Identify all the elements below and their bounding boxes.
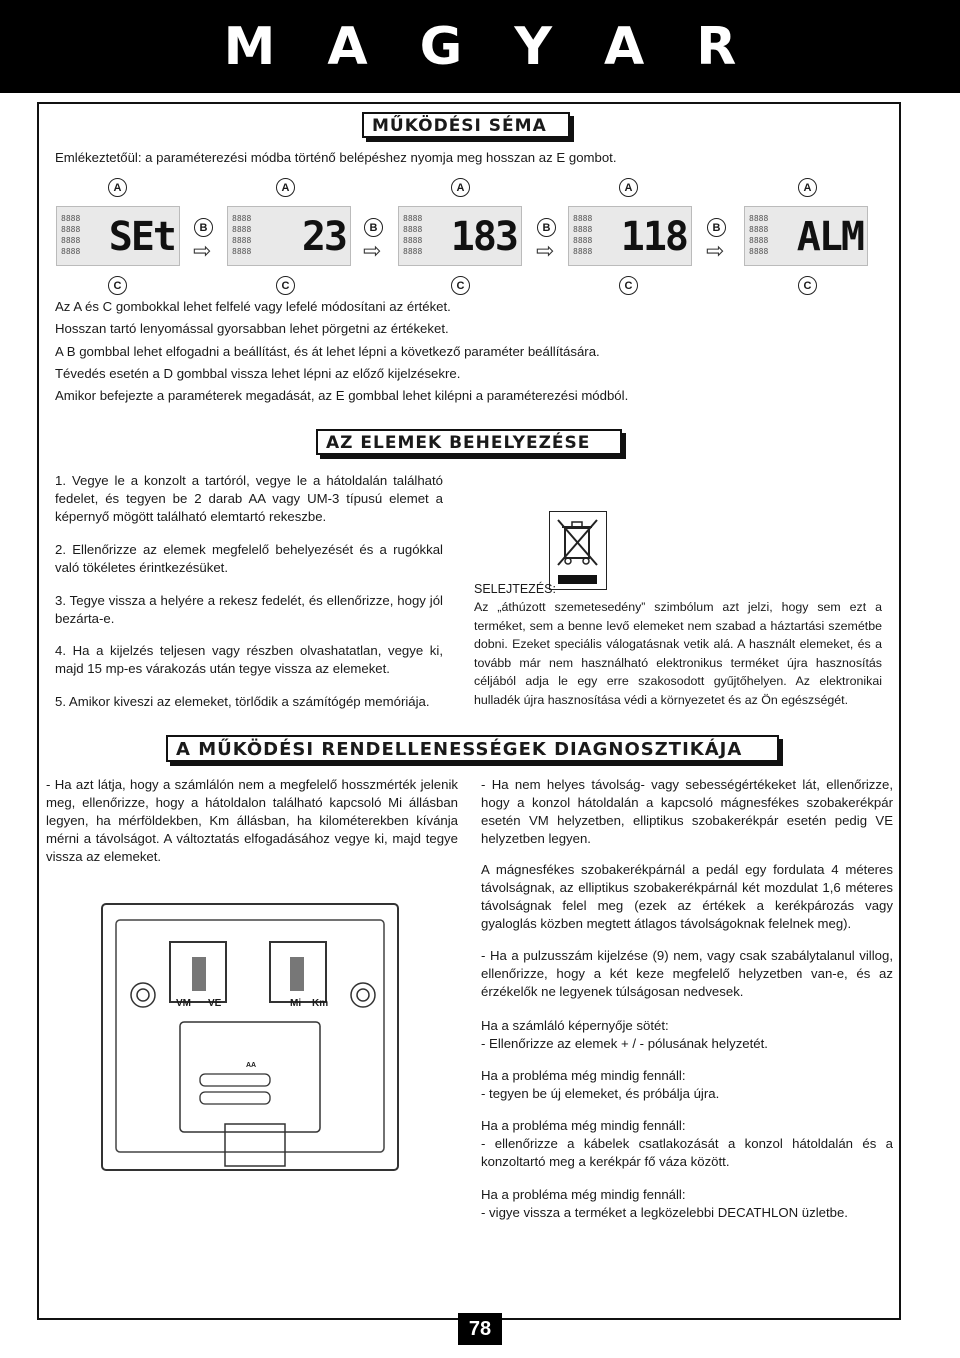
console-back-illustration: [100, 902, 400, 1172]
button-c-icon: C: [108, 276, 127, 295]
battery-step: 3. Tegye vissza a helyére a rekesz fedelét, és ellenőrizze, hogy jól bezárta-e.: [55, 593, 443, 626]
diagnostic-paragraph: - Ha a pulzusszám kijelzése (9) nem, vagy csak szabálytalanul villog, ellenőrizze, hogy a két keze megfelelő helyzetben van-e, és az érzékelők ne legyenek túlságosan nedvesek.: [481, 948, 893, 999]
disposal-text: Az „áthúzott szemetesedény” szimbólum azt jelzi, hogy sem ezt a terméket, sem a benne levő elemeket nem szabad a háztartási szemétbe dobni. Ezeket speciális válogatásnak vetik alá. A használt elemeket, és a tovább már nem használható elektronikus terméket újra hasznosítás céljából adja le egy erre szakosodott gyűjtőhelyen. Az elektronikai hulladék újra hasznosítása védi a környezetet és az Ön egészségét.: [474, 600, 882, 707]
button-b-icon: B: [707, 218, 726, 237]
button-a-icon: A: [451, 178, 470, 197]
instruction-line: Hosszan tartó lenyomással gyorsabban lehet pörgetni az értékeket.: [55, 321, 449, 336]
lcd-display: 8888 8888 8888 8888 118: [568, 206, 692, 266]
section-title-operation: MŰKÖDÉSI SÉMA: [362, 112, 570, 138]
case-condition: Ha a probléma még mindig fennáll:: [481, 1118, 686, 1133]
intro-text: Emlékeztetőül: a paraméterezési módba történő belépéshez nyomja meg hosszan az E gombot.: [55, 150, 617, 165]
battery-label: AA: [246, 1062, 257, 1069]
arrow-right-icon: ⇨: [706, 238, 725, 263]
button-a-icon: A: [276, 178, 295, 197]
button-b-icon: B: [194, 218, 213, 237]
battery-step: 5. Amikor kiveszi az elemeket, törlődik a számítógép memóriája.: [55, 694, 430, 709]
diagnostic-paragraph: A mágnesfékes szobakerékpárnál a pedál egy fordulata 4 méteres távolságnak, az elliptikus szobakerékpárnál két mozdulat 1,6 méteres távolságnak felel meg (ezek az értékek a kerékpározás vagy gyaloglás közben megtett átlagos távolságoknak felelnek meg).: [481, 862, 893, 931]
section-title-batteries: AZ ELEMEK BEHELYEZÉSE: [316, 429, 622, 455]
battery-step: 4. Ha a kijelzés teljesen vagy részben olvashatatlan, vegye ki, majd 15 mp-es várakozás után tegye vissza az elemeket.: [55, 643, 443, 676]
button-c-icon: C: [798, 276, 817, 295]
lcd-display: 8888 8888 8888 8888 SEt: [56, 206, 180, 266]
button-a-icon: A: [108, 178, 127, 197]
lcd-value: 183: [450, 214, 517, 260]
unit-switch-text: - Ha azt látja, hogy a számlálón nem a megfelelő hosszmérték jelenik meg, ellenőrizze, hogy a hátoldalon található kapcsoló Mi állásban legyen, ha mérföldekben, Km állásban, ha kilométerekben kívánja mérni a távolságot. A változtatás elfogadásához vegye ki, majd tegye vissza az elemeket.: [46, 777, 458, 864]
button-b-icon: B: [364, 218, 383, 237]
case-action: - tegyen be új elemeket, és próbálja újra.: [481, 1086, 720, 1101]
instruction-line: A B gombbal lehet elfogadni a beállítást, és át lehet lépni a következő paraméter beállítására.: [55, 344, 600, 359]
battery-step: 2. Ellenőrizze az elemek megfelelő behelyezését és a rugókkal való tökéletes érintkezésüket.: [55, 542, 443, 575]
switch-label-mi: Mi: [290, 998, 302, 1009]
section-title-diagnostics: A MŰKÖDÉSI RENDELLENESSÉGEK DIAGNOSZTIKÁJA: [166, 735, 779, 762]
lcd-value: SEt: [108, 214, 175, 260]
battery-step: 1. Vegye le a konzolt a tartóról, vegye le a hátoldalán található fedelet, és tegyen be 2 darab AA vagy UM-3 típusú elemet a képernyő mögött található elemtartó rekeszbe.: [55, 473, 443, 524]
case-condition: Ha a számláló képernyője sötét:: [481, 1018, 669, 1033]
case-condition: Ha a probléma még mindig fennáll:: [481, 1068, 686, 1083]
crossed-bin-icon: [549, 511, 607, 590]
switch-label-vm: VM: [176, 998, 191, 1009]
switch-label-ve: VE: [208, 998, 222, 1009]
lcd-display: 8888 8888 8888 8888 23: [227, 206, 351, 266]
language-title: [0, 0, 960, 93]
arrow-right-icon: ⇨: [536, 238, 555, 263]
switch-label-km: Km: [312, 998, 329, 1009]
case-action: - ellenőrizze a kábelek csatlakozását a konzol hátoldalán és a konzoltartó meg a kerékpár fő váza között.: [481, 1136, 893, 1169]
instruction-line: Az A és C gombokkal lehet felfelé vagy lefelé módosítani az értéket.: [55, 299, 451, 314]
case-action: - vigye vissza a terméket a legközelebbi DECATHLON üzletbe.: [481, 1205, 848, 1220]
button-b-icon: B: [537, 218, 556, 237]
button-a-icon: A: [619, 178, 638, 197]
title-letter: G: [419, 16, 463, 77]
lcd-display: 8888 8888 8888 8888 ALM: [744, 206, 868, 266]
title-letter: A: [327, 16, 368, 77]
title-letter: M: [223, 16, 276, 77]
instruction-line: Tévedés esetén a D gombbal vissza lehet lépni az előző kijelzésekre.: [55, 366, 461, 381]
page-number: 78: [458, 1313, 502, 1345]
title-letter: R: [696, 16, 737, 77]
button-c-icon: C: [276, 276, 295, 295]
lcd-value: 23: [301, 214, 346, 260]
instruction-line: Amikor befejezte a paraméterek megadását, az E gombbal lehet kilépni a paraméterezési módból.: [55, 388, 629, 403]
button-c-icon: C: [451, 276, 470, 295]
button-a-icon: A: [798, 178, 817, 197]
lcd-value: ALM: [796, 214, 863, 260]
arrow-right-icon: ⇨: [193, 238, 212, 263]
title-letter: Y: [514, 16, 553, 77]
arrow-right-icon: ⇨: [363, 238, 382, 263]
button-c-icon: C: [619, 276, 638, 295]
case-condition: Ha a probléma még mindig fennáll:: [481, 1187, 686, 1202]
disposal-title: SELEJTEZÉS:: [474, 582, 556, 596]
lcd-value: 118: [620, 214, 687, 260]
title-letter: A: [604, 16, 645, 77]
lcd-display: 8888 8888 8888 8888 183: [398, 206, 522, 266]
case-action: - Ellenőrizze az elemek + / - pólusának helyzetét.: [481, 1036, 768, 1051]
diagnostic-paragraph: - Ha nem helyes távolság- vagy sebességértékeket lát, ellenőrizze, hogy a konzol hátoldalán a kapcsoló mágnesfékes szobakerékpár esetén VM helyzetben, elliptikus szobakerékpár esetén pedig VE helyzetben legyen.: [481, 777, 893, 846]
